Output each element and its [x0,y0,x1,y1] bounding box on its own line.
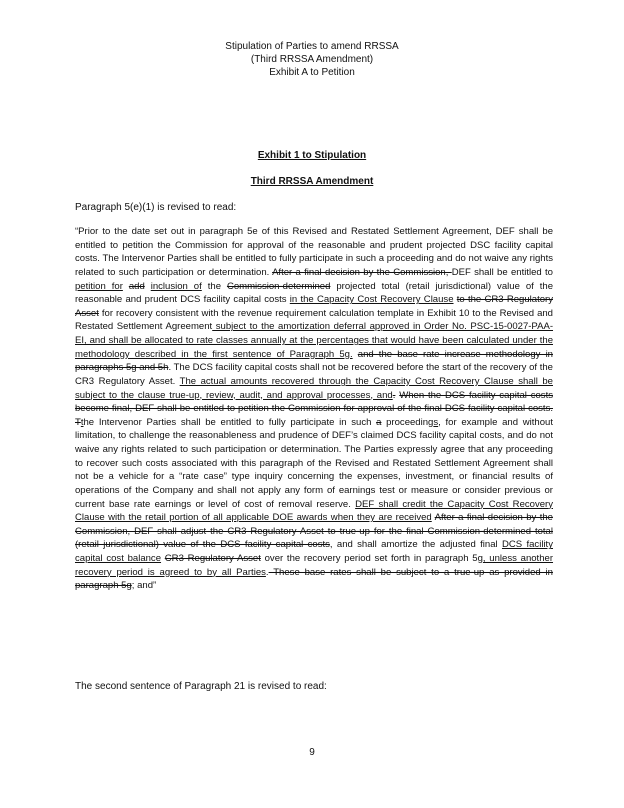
body-text-segment: . [265,566,269,578]
inserted-text: DCS facility capital cost balance [75,539,553,564]
header-line-2: (Third RRSSA Amendment) [250,54,374,65]
deleted-text: Commission-determined [226,280,331,292]
body-text-segment: the [201,280,227,292]
deleted-text: These base rates shall be subject to a true-up as provided in paragraph 5g [75,566,553,592]
header-line-1: Stipulation of Parties to amend RRSSA [225,41,399,52]
deleted-text: to the CR3 Regulatory Asset [75,294,553,319]
inserted-text: petition for [75,280,123,292]
body-text-segment: . The DCS facility capital costs shall not be recovered before the start of the recovery of the CR3 Regulatory Asset. [75,362,553,387]
amendment-title: Third RRSSA Amendment [250,176,374,187]
inserted-text: subject to the amortization deferral approved in Order No. PSC-15-0027-PAA-EI, and shall be allocated to rate classes annually at the percentages that would have been calculated under the methodology described in the first sentence of Paragraph 5g. [75,321,554,360]
amended-paragraph-text [75,225,553,593]
deleted-text: and the base rate increase methodology in paragraphs 5g and 5h [75,348,553,374]
body-text-segment: for recovery consistent with the revenue requirement calculation template in Exhibit 10 to the Revised and Restated Settlement Agreement [75,307,553,333]
body-text-segment: over the recovery period set forth in paragraph 5g [260,553,483,564]
body-text-segment: , and shall amortize the adjusted final [329,539,502,551]
paragraph-intro: Paragraph 5(e)(1) is revised to read: [75,202,237,213]
body-text-segment: DEF shall be entitled to [451,266,553,278]
deleted-text: After a final decision by the Commission, DEF shall adjust the CR3 Regulatory Asset to true-up for the final Commission-determined total (retail jurisdictional) value of the DCS facility capital costs [75,512,553,551]
deleted-text: add [128,280,145,292]
inserted-text: s [433,416,439,428]
inserted-text: , unless another recovery period is agreed to by all Parties [75,553,554,578]
body-text-segment: proceeding [381,416,434,428]
body-text-segment: ; and” [131,580,157,592]
header-line-3: Exhibit A to Petition [269,67,355,78]
inserted-text: The actual amounts recovered through the Capacity Cost Recovery Clause shall be subject to the clause true-up, review, audit, and approval processes, and [75,375,553,401]
body-text-segment: projected total (retail jurisdictional) value of the reasonable and prudent DCS facility capital costs [75,280,553,306]
deleted-text: When the DCS facility capital costs become final, DEF shall be entitled to petition the Commission for approval of the final DCS facility capital costs. T [75,389,553,428]
paragraph-second-intro: The second sentence of Paragraph 21 is revised to read: [75,681,327,692]
page-number: 9 [309,747,315,758]
exhibit-title: Exhibit 1 to Stipulation [257,150,367,161]
body-text-segment: , for example and without limitation, to challenge the reasonableness and prudence of DEF’s claimed DCS facility capital costs, and do not waive any rights related to such participation or determination. The Parties expressly agree that any proceeding to recover such costs associated with this paragraph of the Revised and Restated Settlement Agreement shall not be a vehicle for a “rate case” type inquiry concerning the expenses, investment, or financial results of operations of the Company and shall not apply any form of earnings test or measure or consider previous or current base rate earnings or level of cost of removal reserve. [75,416,553,510]
body-text-segment: he Intervenor Parties shall be entitled to fully participate in such [83,416,377,428]
deleted-text: After a final decision by the Commission, [272,266,452,278]
deleted-text: CR3 Regulatory Asset [164,553,261,564]
inserted-text: inclusion of [150,280,202,292]
deleted-text: a [376,416,382,428]
inserted-text: DEF shall credit the Capacity Cost Recovery Clause with the retail portion of all applicable DOE awards when they are received [75,498,553,524]
body-text-segment: “Prior to the date set out in paragraph 5e of this Revised and Restated Settlement Agreement, DEF shall be entitled to petition the Commission for approval of the reasonable and prudent projected DSC facility capital costs. The Intervenor Parties shall be entitled to fully participate in such a proceeding and do not waive any rights related to such participation or determination. [75,226,553,278]
deleted-text: . [392,389,396,401]
inserted-text: in the Capacity Cost Recovery Clause [289,294,454,306]
inserted-text: t [80,416,84,428]
